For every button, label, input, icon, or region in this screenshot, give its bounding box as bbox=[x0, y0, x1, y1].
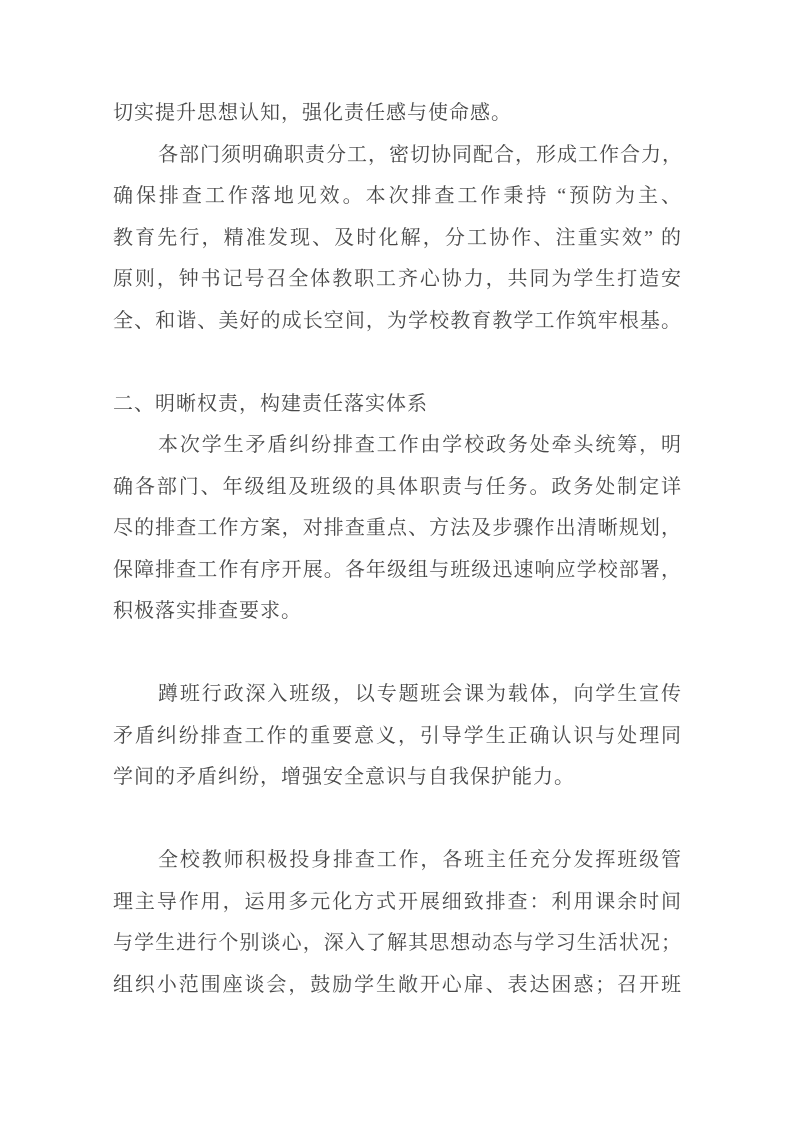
body-text-line: 矛盾纠纷排查工作的重要意义，引导学生正确认识与处理同 bbox=[113, 724, 682, 747]
body-text-line: 尽的排查工作方案，对排查重点、方法及步骤作出清晰规划， bbox=[113, 517, 682, 539]
body-text-line: 蹲班行政深入班级，以专题班会课为载体，向学生宣传 bbox=[158, 683, 682, 705]
section-heading: 二、明晰权责，构建责任落实体系 bbox=[113, 392, 428, 415]
body-text-line: 确各部门、年级组及班级的具体职责与任务。政务处制定详 bbox=[113, 475, 682, 498]
body-text-line: 原则，钟书记号召全体教职工齐心协力，共同为学生打造安 bbox=[113, 268, 682, 290]
body-text-line: 本次学生矛盾纠纷排查工作由学校政务处牵头统筹，明 bbox=[158, 434, 682, 456]
body-text-line: 切实提升思想认知，强化责任感与使命感。 bbox=[113, 102, 512, 124]
body-text-line: 全校教师积极投身排查工作，各班主任充分发挥班级管 bbox=[158, 849, 682, 871]
body-text-line: 积极落实排查要求。 bbox=[113, 600, 302, 622]
body-text-line: 理主导作用，运用多元化方式开展细致排查：利用课余时间 bbox=[113, 890, 682, 913]
document-text-content bbox=[113, 93, 682, 1006]
body-text-line: 各部门须明确职责分工，密切协同配合，形成工作合力， bbox=[158, 143, 683, 166]
body-text-line: 与学生进行个别谈心，深入了解其思想动态与学习生活状况； bbox=[113, 932, 682, 954]
body-text-line: 确保排查工作落地见效。本次排查工作秉持 “预防为主、 bbox=[113, 185, 682, 207]
body-text-line: 保障排查工作有序开展。各年级组与班级迅速响应学校部署， bbox=[113, 558, 682, 581]
body-text-line: 全、和谐、美好的成长空间，为学校教育教学工作筑牢根基。 bbox=[113, 309, 682, 332]
body-text-line: 组织小范围座谈会，鼓励学生敞开心扉、表达困惑；召开班 bbox=[113, 973, 682, 996]
body-text-line: 学间的矛盾纠纷，增强安全意识与自我保护能力。 bbox=[113, 766, 575, 788]
body-text-line: 教育先行，精准发现、及时化解，分工协作、注重实效” 的 bbox=[113, 226, 682, 249]
